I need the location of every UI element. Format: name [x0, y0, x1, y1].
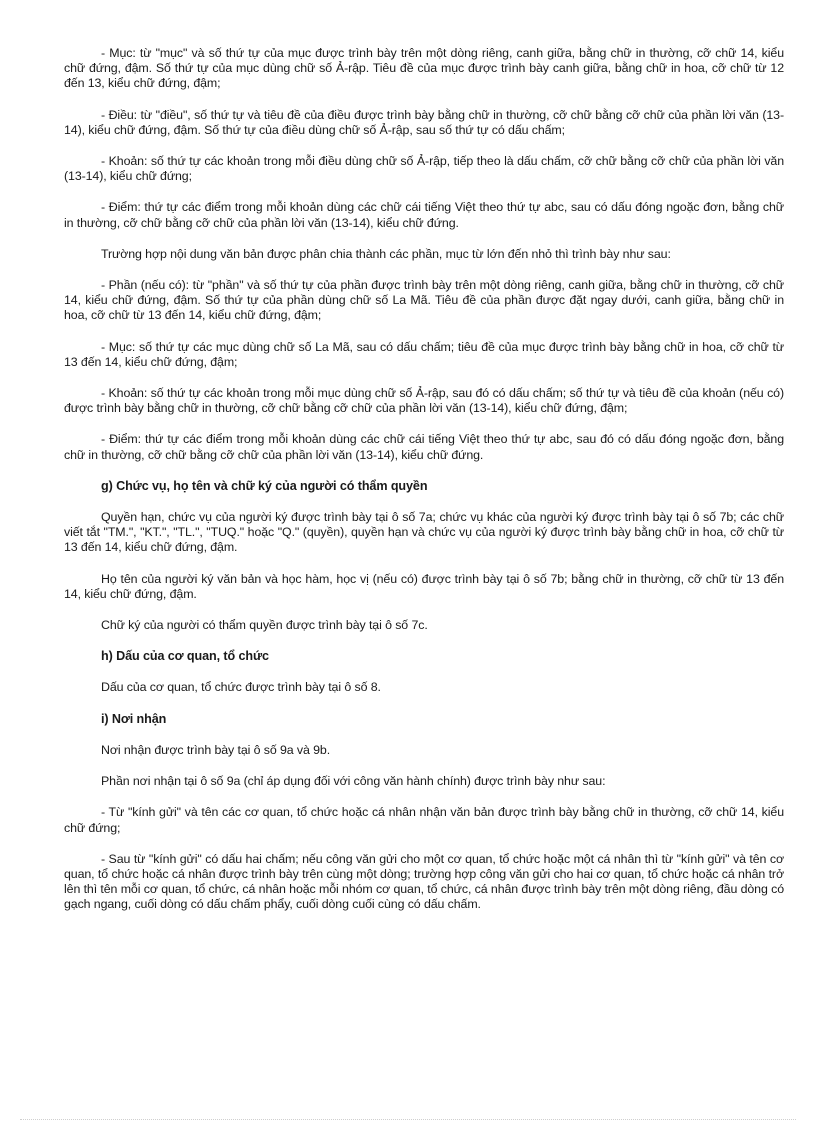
paragraph-kinh-gui-rules: - Sau từ "kính gửi" có dấu hai chấm; nếu công văn gửi cho một cơ quan, tổ chức hoặc một cá nhân thì từ "kính gửi" và tên cơ quan, tổ chức hoặc cá nhân được trình bày trên cùng một dòng; trường hợp công văn gửi cho hai cơ quan, tổ chức hoặc cá nhân trở lên thì tên mỗi cơ quan, tổ chức, cá nhân hoặc mỗi nhóm cơ quan, tổ chức, cá nhân được trình bày trên một dòng riêng, đầu dòng có gạch ngang, cuối dòng có dấu chấm phẩy, cuối dòng cuối cùng có dấu chấm.	[64, 851, 784, 912]
paragraph-signer-authority: Quyền hạn, chức vụ của người ký được trình bày tại ô số 7a; chức vụ khác của người ký được trình bày tại ô số 7b; các chữ viết tắt "TM.", "KT.", "TL.", "TUQ." hoặc "Q." (quyền), quyền hạn và chức vụ của người ký được trình bày bằng chữ in hoa, cỡ chữ từ 13 đến 14, kiểu chữ đứng, đậm.	[64, 510, 784, 555]
paragraph-phan-muc-intro: Trường hợp nội dung văn bản được phân chia thành các phần, mục từ lớn đến nhỏ thì trình bày như sau:	[101, 246, 671, 261]
paragraph-signature: Chữ ký của người có thẩm quyền được trình bày tại ô số 7c.	[101, 618, 428, 633]
paragraph-dieu-format: - Điều: từ "điều", số thứ tự và tiêu đề của điều được trình bày bằng chữ in thường, cỡ chữ bằng cỡ chữ của phần lời văn (13-14), kiểu chữ đứng, đậm. Số thứ tự của điều dùng chữ số Ả-rập, sau số thứ tự có dấu chấm;	[64, 107, 784, 137]
paragraph-phan-format: - Phần (nếu có): từ "phần" và số thứ tự của phần được trình bày trên một dòng riêng, canh giữa, bằng chữ in thường, cỡ chữ 14, kiểu chữ đứng, đậm. Số thứ tự của phần dùng chữ số La Mã. Tiêu đề của phần được đặt ngay dưới, canh giữa, bằng chữ in hoa, cỡ chữ từ 13 đến 14, kiểu chữ đứng, đậm;	[64, 278, 784, 323]
paragraph-muc-la-ma-format: - Mục: số thứ tự các mục dùng chữ số La Mã, sau có dấu chấm; tiêu đề của mục được trình bày bằng chữ in hoa, cỡ chữ từ 13 đến 14, kiểu chữ đứng, đậm;	[64, 339, 784, 369]
paragraph-signer-name: Họ tên của người ký văn bản và học hàm, học vị (nếu có) được trình bày tại ô số 7b; bằng chữ in thường, cỡ chữ từ 13 đến 14, kiểu chữ đứng, đậm.	[64, 571, 784, 601]
section-heading-i: i) Nơi nhận	[101, 711, 167, 726]
paragraph-diem-in-khoan-format: - Điểm: thứ tự các điểm trong mỗi khoản dùng các chữ cái tiếng Việt theo thứ tự abc, sau đó có dấu đóng ngoặc đơn, bằng chữ in thường, cỡ chữ bằng cỡ chữ của phần lời văn (13-14), kiểu chữ đứng.	[64, 432, 784, 462]
paragraph-khoan-format: - Khoản: số thứ tự các khoản trong mỗi điều dùng chữ số Ả-rập, tiếp theo là dấu chấm, cỡ chữ bằng cỡ chữ của phần lời văn (13-14), kiểu chữ đứng;	[64, 154, 784, 184]
paragraph-khoan-in-muc-format: - Khoản: số thứ tự các khoản trong mỗi mục dùng chữ số Ả-rập, sau đó có dấu chấm; số thứ tự và tiêu đề của khoản (nếu có) được trình bày bằng chữ in thường, cỡ chữ bằng cỡ chữ của phần lời văn (13-14), kiểu chữ đứng, đậm;	[64, 386, 784, 416]
document-page	[64, 46, 784, 929]
section-heading-g: g) Chức vụ, họ tên và chữ ký của người có thẩm quyền	[101, 478, 428, 493]
page-bottom-divider	[20, 1119, 796, 1120]
paragraph-diem-format: - Điểm: thứ tự các điểm trong mỗi khoản dùng các chữ cái tiếng Việt theo thứ tự abc, sau có dấu đóng ngoặc đơn, bằng chữ in thường, cỡ chữ bằng cỡ chữ của phần lời văn (13-14), kiểu chữ đứng.	[64, 200, 784, 230]
paragraph-kinh-gui-format: - Từ "kính gửi" và tên các cơ quan, tổ chức hoặc cá nhân nhận văn bản được trình bày bằng chữ in thường, cỡ chữ 14, kiểu chữ đứng;	[64, 805, 784, 835]
paragraph-seal: Dấu của cơ quan, tổ chức được trình bày tại ô số 8.	[101, 680, 381, 695]
paragraph-recipients-intro: Phần nơi nhận tại ô số 9a (chỉ áp dụng đối với công văn hành chính) được trình bày như sau:	[101, 774, 606, 789]
paragraph-muc-format: - Mục: từ "mục" và số thứ tự của mục được trình bày trên một dòng riêng, canh giữa, bằng chữ in thường, cỡ chữ 14, kiểu chữ đứng, đậm. Số thứ tự của mục dùng chữ số Ả-rập. Tiêu đề của mục được trình bày canh giữa, bằng chữ in hoa, cỡ chữ từ 12 đến 13, kiểu chữ đứng, đậm;	[64, 46, 784, 91]
paragraph-recipients-location: Nơi nhận được trình bày tại ô số 9a và 9b.	[101, 742, 331, 757]
section-heading-h: h) Dấu của cơ quan, tổ chức	[101, 649, 269, 664]
